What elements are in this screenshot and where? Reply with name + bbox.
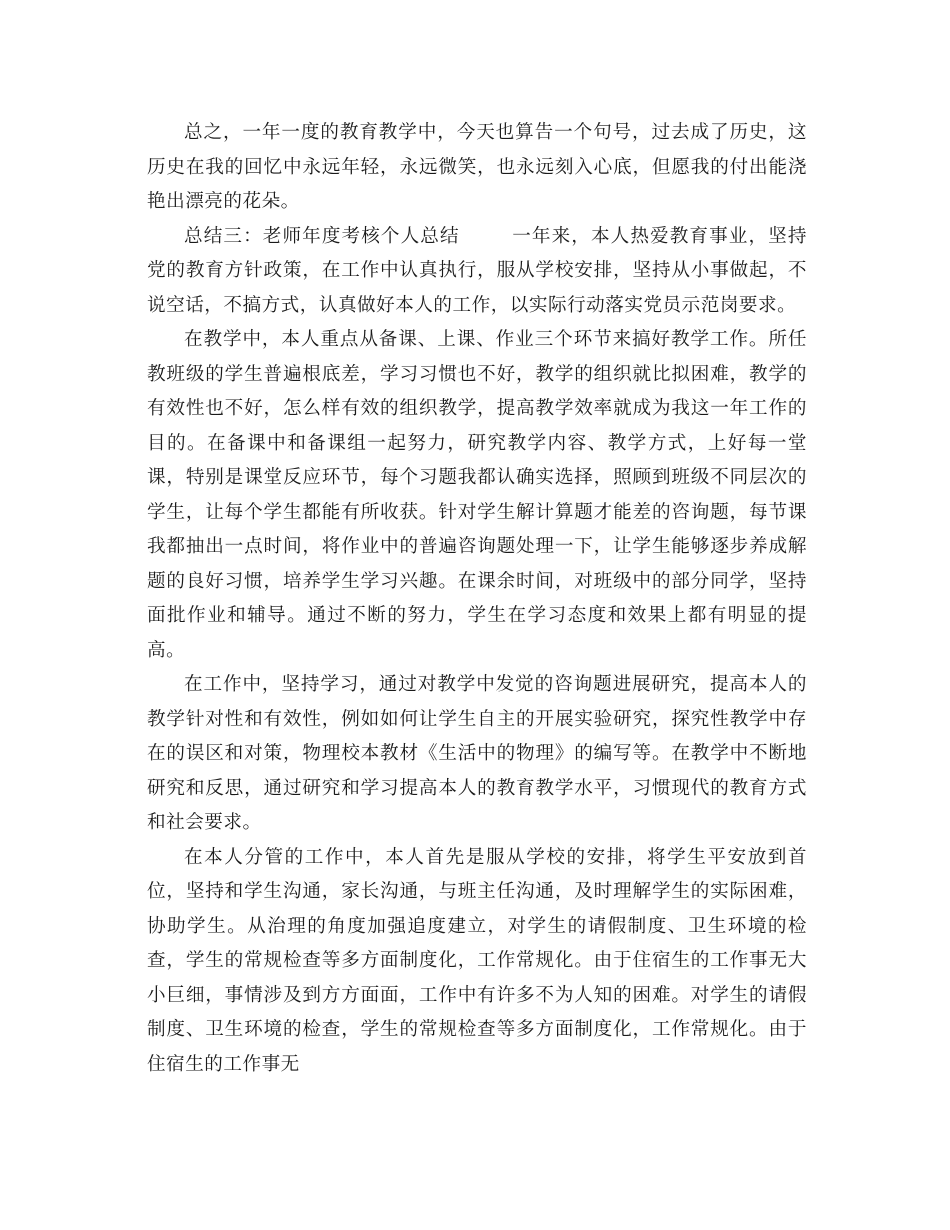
paragraph-summary-three bbox=[147, 220, 807, 324]
paragraph-conclusion: 总之，一年一度的教育教学中，今天也算告一个句号，过去成了历史，这历史在我的回忆中永远年轻，永远微笑，也永远刻入心底，但愿我的付出能浇艳出漂亮的花朵。 bbox=[147, 122, 807, 212]
summary-three-heading: 总结三：老师年度考核个人总结 bbox=[184, 225, 460, 247]
summary-three-body: 一年来，本人热爱教育事业，坚持党的教育方针政策，在工作中认真执行，服从学校安排，坚持从小事做起，不说空话，不搞方式，认真做好本人的工作，以实际行动落实党员示范岗要求。 bbox=[147, 225, 807, 316]
paragraph-research: 在工作中，坚持学习，通过对教学中发觉的咨询题进展研究，提高本人的教学针对性和有效性，例如如何让学生自主的开展实验研究，探究性教学中存在的误区和对策，物理校本教材《生活中的物理》的编写等。在教学中不断地研究和反思，通过研究和学习提高本人的教育教学水平，习惯现代的教育方式和社会要求。 bbox=[147, 674, 807, 833]
paragraph-teaching: 在教学中，本人重点从备课、上课、作业三个环节来搞好教学工作。所任教班级的学生普遍根底差，学习习惯也不好，教学的组织就比拟困难，教学的有效性也不好，怎么样有效的组织教学，提高教学效率就成为我这一年工作的目的。在备课中和备课组一起努力，研究教学内容、教学方式，上好每一堂课，特别是课堂反应环节，每个习题我都认确实选择，照顾到班级不同层次的学生，让每个学生都能有所收获。针对学生解计算题才能差的咨询题，每节课我都抽出一点时间，将作业中的普遍咨询题处理一下，让学生能够逐步养成解题的良好习惯，培养学生学习兴趣。在课余时间，对班级中的部分同学，坚持面批作业和辅导。通过不断的努力，学生在学习态度和效果上都有明显的提高。 bbox=[147, 329, 807, 661]
document-body bbox=[147, 116, 807, 1082]
paragraph-management: 在本人分管的工作中，本人首先是服从学校的安排，将学生平安放到首位，坚持和学生沟通，家长沟通，与班主任沟通，及时理解学生的实际困难，协助学生。从治理的角度加强追度建立，对学生的请假制度、卫生环境的检查，学生的常规检查等多方面制度化，工作常规化。由于住宿生的工作事无大小巨细，事情涉及到方方面面，工作中有许多不为人知的困难。对学生的请假制度、卫生环境的检查，学生的常规检查等多方面制度化，工作常规化。由于住宿生的工作事无 bbox=[147, 846, 807, 1075]
